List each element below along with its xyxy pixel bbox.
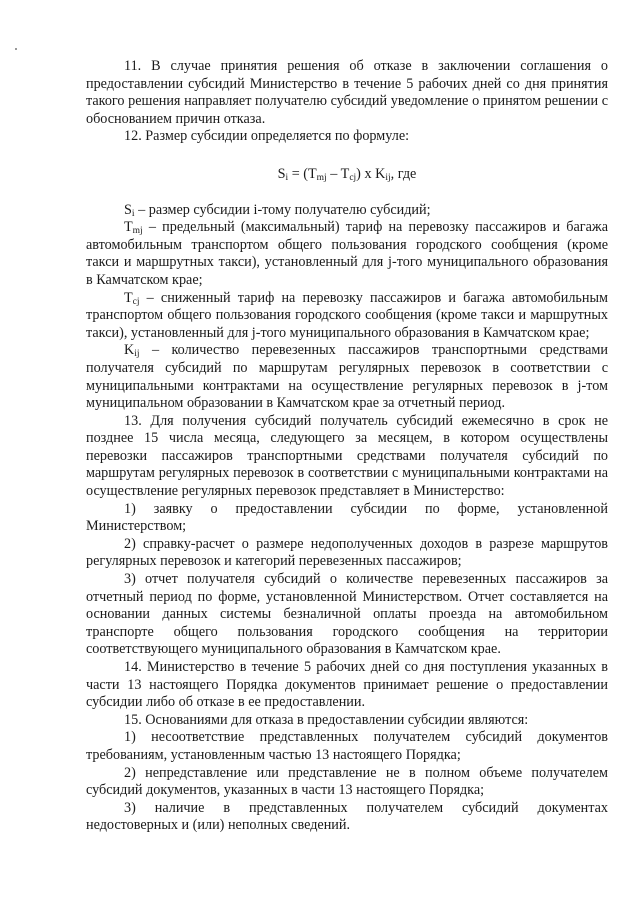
subsidy-formula — [86, 166, 608, 184]
def-tmj-text: – предельный (максимальный) тариф на перевозку пассажиров и багажа автомобильным транспортом общего пользования городского сообщения (кроме такси и маршрутных такси), установленный для j-того муниципального образования в Камчатском крае; — [86, 219, 608, 288]
paragraph-15-item-2: 2) непредставление или представление не в полном объеме получателем субсидий документов, указанных в части 13 настоящего Порядка; — [86, 764, 608, 799]
def-tmj-sub: mj — [132, 226, 143, 237]
paragraph-13-item-1: 1) заявку о предоставлении субсидии по форме, установленной Министерством; — [86, 500, 608, 535]
margin-mark — [15, 48, 17, 50]
formula-eq: = (T — [288, 165, 317, 182]
definition-tcj — [86, 290, 608, 343]
paragraph-11: 11. В случае принятия решения об отказе в заключении соглашения о предоставлении субсидий Министерство в течение 5 рабочих дней со дня принятия такого решения направляет получателю субсидий уведомление о принятом решении с обоснованием причин отказа. — [86, 58, 608, 127]
def-kij-text: – количество перевезенных пассажиров транспортными средствами получателя субсидий по маршрутам регулярных перевозок в соответствии с муниципальными контрактами на осуществление регулярных перевозок в j-том муниципальном образовании в Камчатском крае за отчетный период. — [86, 342, 608, 412]
paragraph-14: 14. Министерство в течение 5 рабочих дней со дня поступления указанных в части 13 настоящего Порядка документов принимает решение о предоставлении субсидии либо об отказе в ее предоставлении. — [86, 659, 608, 711]
def-si-symbol: S — [124, 201, 132, 218]
formula-tail: , где — [390, 165, 417, 182]
definition-tmj — [86, 219, 608, 289]
document-page — [86, 58, 608, 835]
paragraph-13-item-3: 3) отчет получателя субсидий о количестве перевезенных пассажиров за отчетный период по форме, установленной Министерством. Отчет составляется на основании данных системы безналичной оплаты проезда на автомобильном транспорте общего пользования городского сообщения на территории соответствующего муниципального образования в Камчатском крае. — [86, 571, 608, 658]
def-si-text: – размер субсидии i-тому получателю субсидий; — [134, 201, 431, 218]
formula-tmj-sub: mj — [316, 172, 327, 183]
def-tcj-symbol: T — [124, 289, 133, 306]
formula-mult: ) x K — [356, 165, 386, 182]
paragraph-15-intro: 15. Основаниями для отказа в предоставлении субсидии являются: — [124, 711, 529, 728]
formula-s: S — [277, 165, 286, 182]
paragraph-13-item-2: 2) справку-расчет о размере недополученных доходов в разрезе маршрутов регулярных перевозок и категорий перевезенных пассажиров; — [86, 535, 608, 570]
paragraph-15-item-3: 3) наличие в представленных получателем субсидий документах недостоверных и (или) неполных сведений. — [86, 799, 608, 834]
definition-kij — [86, 342, 608, 412]
paragraph-13-intro: 13. Для получения субсидий получатель субсидий ежемесячно в срок не позднее 15 числа месяца, следующего за месяцем, в котором осуществлены перевозки пассажиров транспортными средствами получателя субсидий по маршрутам регулярных перевозок в соответствии с муниципальными контрактами на осуществление регулярных перевозок представляет в Министерство: — [86, 412, 608, 500]
paragraph-12: 12. Размер субсидии определяется по формуле: — [124, 128, 410, 145]
def-kij-symbol: K — [124, 342, 135, 359]
formula-tcj-sub: cj — [349, 172, 357, 183]
paragraph-15-item-1: 1) несоответствие представленных получателем субсидий документов требованиям, установленным частью 13 настоящего Порядка; — [86, 729, 608, 763]
formula-kij-sub: ij — [385, 172, 391, 183]
def-kij-sub: ij — [134, 349, 140, 360]
formula-s-sub: i — [285, 172, 289, 183]
definition-si — [86, 202, 608, 220]
def-tmj-symbol: T — [124, 219, 133, 236]
def-tcj-sub: cj — [132, 296, 140, 307]
formula-minus: – T — [326, 165, 350, 182]
def-tcj-text: – сниженный тариф на перевозку пассажиров и багажа автомобильным транспортом общего пользования городского сообщения (кроме такси и маршрутных такси), установленный для j-того муниципального образования в Камчатском крае; — [86, 289, 608, 341]
def-si-sub: i — [131, 208, 135, 219]
